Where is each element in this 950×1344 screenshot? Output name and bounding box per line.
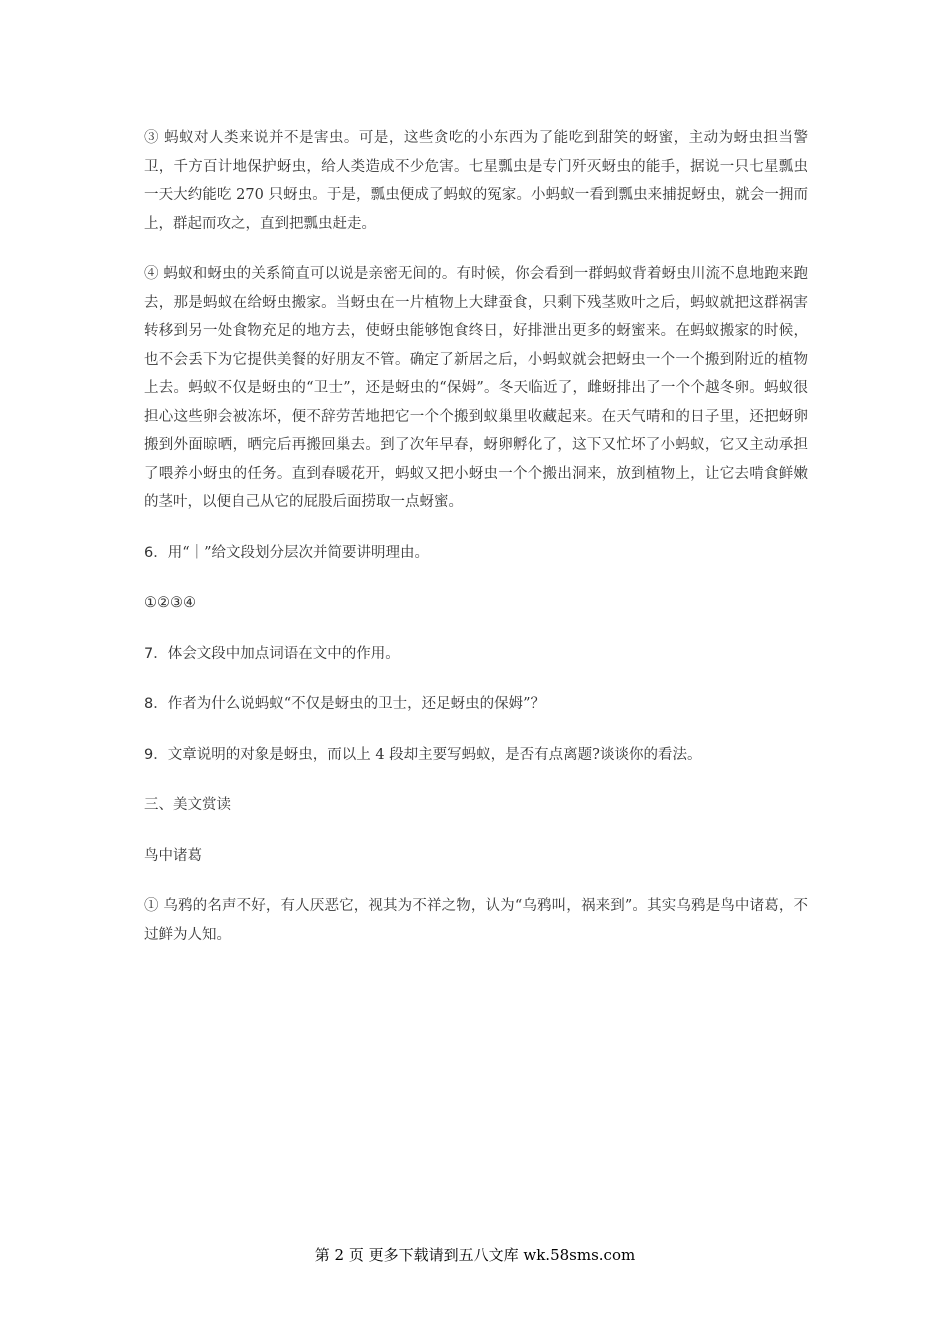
question-8 [144, 690, 808, 719]
question-text: ．用“｜”给文段划分层次并简要讲明理由。 [153, 544, 430, 561]
question-7 [144, 640, 808, 669]
question-text: ．文章说明的对象是蚜虫，而以上 4 段却主要写蚂蚁，是否有点离题?谈谈你的看法。 [153, 746, 702, 763]
page-footer: 第 2 页 更多下载请到五八文库 wk.58sms.com [314, 1246, 636, 1264]
question-9 [144, 741, 808, 770]
section-heading: 三、美文赏读 [144, 797, 231, 813]
question-number: 8 [144, 696, 154, 712]
question-number: 6 [144, 544, 154, 561]
question-text: ．作者为什么说蚂蚁“不仅是蚜虫的卫士，还足蚜虫的保姆”？ [153, 696, 546, 712]
question-number: 9 [144, 746, 154, 763]
question-6 [144, 539, 808, 568]
article-title: 鸟中诸葛 [144, 847, 202, 864]
question-text: ．体会文段中加点词语在文中的作用。 [153, 645, 400, 662]
paragraph-4: ④ 蚂蚁和蚜虫的关系简直可以说是亲密无间的。有时候，你会看到一群蚂蚁背着蚜虫川流不息地跑来跑去，那是蚂蚁在给蚜虫搬家。当蚜虫在一片植物上大肆蚕食，只剩下残茎败叶之后，蚂蚁就把这群祸害转移到另一处食物充足的地方去，使蚜虫能够饱食终日，好排泄出更多的蚜蜜来。在蚂蚁搬家的时候，也不会丢下为它提供美餐的好朋友不管。确定了新居之后，小蚂蚁就会把蚜虫一个一个搬到附近的植物上去。蚂蚁不仅是蚜虫的“卫士”，还是蚜虫的“保姆”。冬天临近了，雌蚜排出了一个个越冬卵。蚂蚁很担心这些卵会被冻坏，便不辞劳苦地把它一个个搬到蚁巢里收藏起来。在天气晴和的日子里，还把蚜卵搬到外面晾晒，晒完后再搬回巢去。到了次年早春，蚜卵孵化了，这下又忙坏了小蚂蚁，它又主动承担了喂养小蚜虫的任务。直到春暖花开，蚂蚁又把小蚜虫一个个搬出洞来，放到植物上，让它去啃食鲜嫩的茎叶，以便自己从它的屁股后面捞取一点蚜蜜。 [144, 266, 808, 510]
paragraph-3: ③ 蚂蚁对人类来说并不是害虫。可是，这些贪吃的小东西为了能吃到甜笑的蚜蜜，主动为蚜虫担当警卫，千方百计地保护蚜虫，给人类造成不少危害。七星瓢虫是专门歼灭蚜虫的能手，据说一只七星瓢虫一天大约能吃 270 只蚜虫。于是，瓢虫便成了蚂蚁的冤家。小蚂蚁一看到瓢虫来捕捉蚜虫，就会一拥而上，群起而攻之，直到把瓢虫赶走。 [144, 130, 808, 232]
question-number: 7 [144, 645, 154, 662]
article-paragraph-1: ① 乌鸦的名声不好，有人厌恶它，视其为不祥之物，认为“乌鸦叫，祸来到”。其实乌鸦是鸟中诸葛，不过鲜为人知。 [144, 898, 808, 943]
paragraph-markers: ①②③④ [144, 595, 196, 611]
document-body [144, 124, 808, 971]
